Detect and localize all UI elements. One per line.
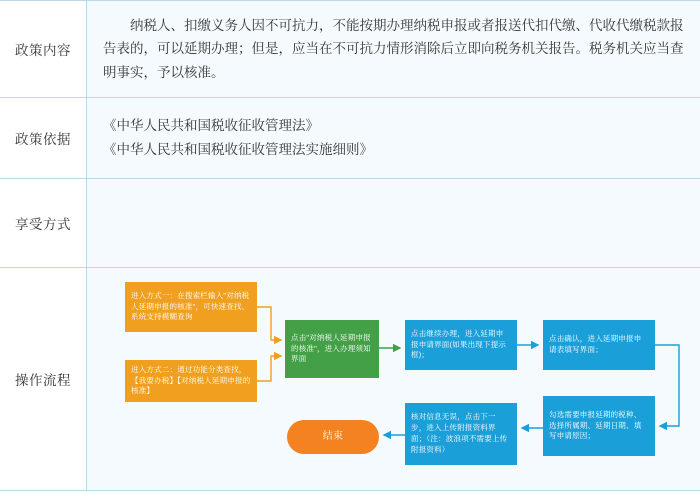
- row-label-policy-basis: 政策依据: [0, 98, 87, 179]
- flow-node-end: 结束: [287, 420, 379, 454]
- flow-node-check-information: 核对信息无误，点击下一步，进入上传附报资料界面；（注：波浪项不需要上传附报资料）: [405, 403, 517, 465]
- flow-node-confirm: 点击确认，进入延期申报申请表填写界面；: [543, 320, 655, 370]
- table-row-enjoy-method: [0, 179, 700, 268]
- policy-basis-line-2: 《中华人民共和国税收征收管理法实施细则》: [103, 142, 373, 157]
- flow-node-continue-handling: 点击继续办理，进入延期申报申请界面(如果出现下提示框)；: [405, 320, 517, 370]
- table-row-policy-basis: [0, 98, 700, 179]
- row-label-policy-content: 政策内容: [0, 1, 87, 98]
- policy-basis-line-1: 《中华人民共和国税收征收管理法》: [103, 118, 319, 134]
- flow-node-entry-method-1: 进入方式一：在搜索栏输入"对纳税人延期申报的核准"，可快速查找、系统支持模糊查询: [125, 282, 257, 332]
- flow-node-click-approval: 点击"对纳税人延期申报的核准"，进入办理须知界面: [285, 320, 379, 378]
- row-value-policy-content: [87, 1, 700, 98]
- table-row-operation-flow: [0, 268, 700, 491]
- row-label-enjoy-method: 享受方式: [0, 179, 87, 268]
- flow-node-entry-method-2: 进入方式二：通过功能分类查找，【我要办税】【对纳税人延期申报的核准】: [125, 360, 257, 402]
- policy-content-text: 纳税人、扣缴义务人因不可抗力，不能按期办理纳税申报或者报送代扣代缴、代收代缴税款报告表的，可以延期办理；但是，应当在不可抗力情形消除后立即向税务机关报告。税务机关应当查明事实，予以核准。: [103, 17, 684, 80]
- row-value-enjoy-method: [87, 179, 700, 268]
- row-label-operation-flow: 操作流程: [0, 268, 87, 491]
- operation-flow-diagram: [87, 268, 700, 490]
- flow-node-fill-application: 勾选需要申报延期的税种、选择所属期、延期日期、填写申请原因；: [543, 396, 655, 456]
- row-value-operation-flow: [87, 268, 700, 491]
- row-value-policy-basis: [87, 98, 700, 179]
- table-row-policy-content: [0, 1, 700, 98]
